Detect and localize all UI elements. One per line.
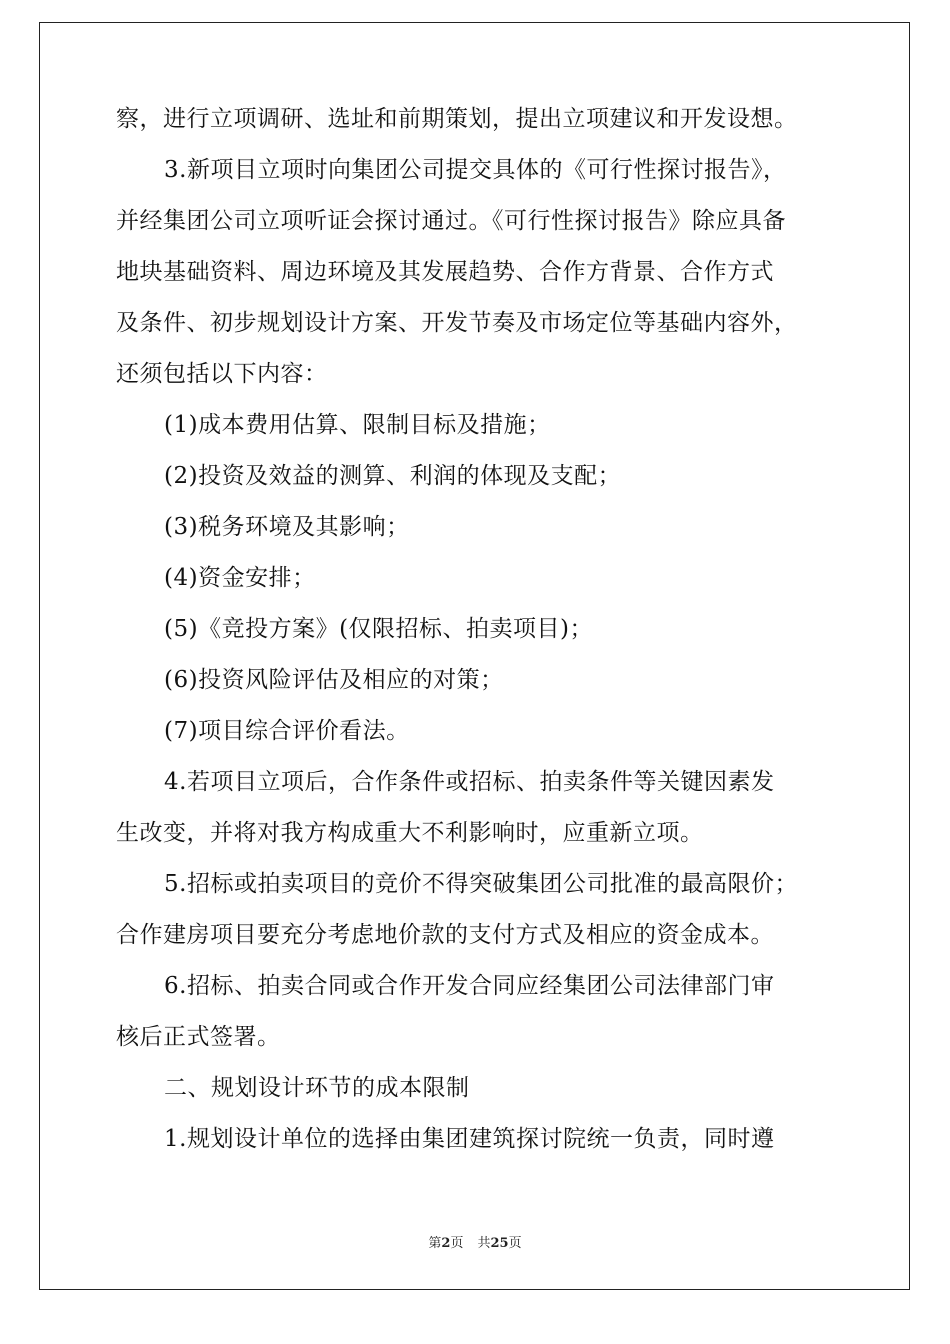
paragraph-line: 及条件、初步规划设计方案、开发节奏及市场定位等基础内容外， (116, 310, 798, 336)
paragraph-line: 生改变，并将对我方构成重大不利影响时，应重新立项。 (116, 820, 704, 846)
paragraph-line: 并经集团公司立项听证会探讨通过。《可行性探讨报告》除应具备 (116, 208, 786, 234)
page-number: 第2页 (428, 1236, 464, 1251)
list-item: (4)资金安排； (164, 565, 316, 591)
paragraph-line: 察，进行立项调研、选址和前期策划，提出立项建议和开发设想。 (116, 106, 798, 132)
list-item: (7)项目综合评价看法。 (164, 718, 410, 744)
paragraph-line: 合作建房项目要充分考虑地价款的支付方式及相应的资金成本。 (116, 922, 774, 948)
paragraph-line: 4.若项目立项后，合作条件或招标、拍卖条件等关键因素发 (164, 769, 775, 795)
paragraph-line: 地块基础资料、周边环境及其发展趋势、合作方背景、合作方式 (116, 259, 774, 285)
page-footer (0, 1232, 950, 1251)
list-item: (5)《竞投方案》(仅限招标、拍卖项目)； (164, 616, 594, 642)
list-item: (2)投资及效益的测算、利润的体现及支配； (164, 463, 622, 489)
section-heading: 二、规划设计环节的成本限制 (164, 1075, 470, 1101)
document-body (116, 94, 836, 1165)
paragraph-line: 1.规划设计单位的选择由集团建筑探讨院统一负责，同时遵 (164, 1126, 775, 1152)
paragraph-line: 6.招标、拍卖合同或合作开发合同应经集团公司法律部门审 (164, 973, 775, 999)
paragraph-line: 3.新项目立项时向集团公司提交具体的《可行性探讨报告》， (164, 157, 787, 183)
list-item: (6)投资风险评估及相应的对策； (164, 667, 504, 693)
paragraph-line: 还须包括以下内容： (116, 361, 328, 387)
list-item: (1)成本费用估算、限制目标及措施； (164, 412, 551, 438)
list-item: (3)税务环境及其影响； (164, 514, 410, 540)
total-pages: 共25页 (477, 1236, 522, 1251)
paragraph-line: 5.招标或拍卖项目的竞价不得突破集团公司批准的最高限价； (164, 871, 798, 897)
paragraph-line: 核后正式签署。 (116, 1024, 281, 1050)
